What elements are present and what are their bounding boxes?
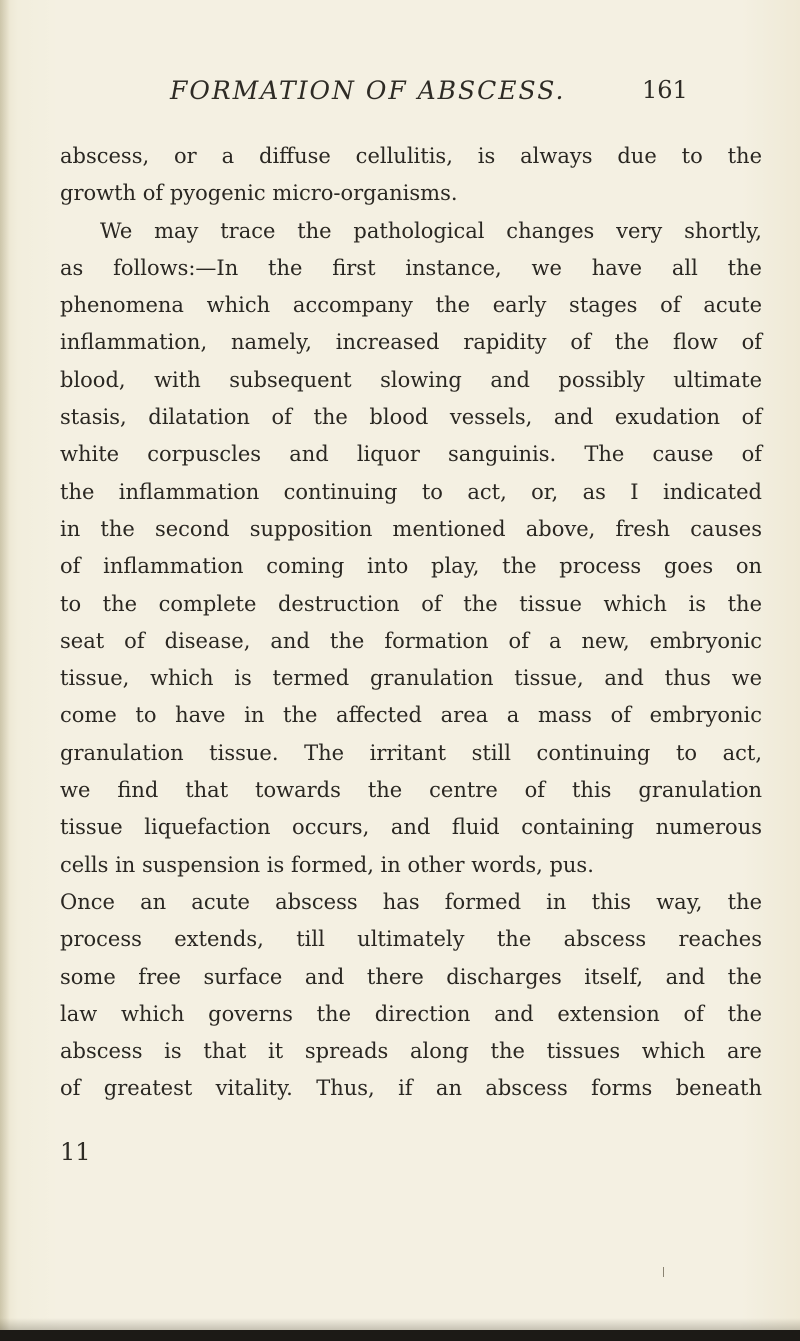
running-head: FORMATION OF ABSCESS. <box>170 76 566 105</box>
text-line: law which governs the direction and extension of the <box>60 1001 762 1026</box>
text-line: we find that towards the centre of this granulation <box>60 778 762 803</box>
text-line: tissue, which is termed granulation tissue, and thus we <box>60 666 762 691</box>
text-line: abscess is that it spreads along the tissues which are <box>60 1039 762 1064</box>
text-line: seat of disease, and the formation of a new, embryonic <box>60 628 762 653</box>
signature-mark: 11 <box>60 1138 91 1166</box>
body-text <box>60 138 762 1108</box>
text-line: abscess, or a diffuse cellulitis, is always due to the <box>60 144 762 168</box>
page-number: 161 <box>642 76 688 104</box>
paper-speck <box>663 1267 664 1277</box>
text-line: growth of pyogenic micro-organisms. <box>60 181 458 206</box>
text-line: tissue liquefaction occurs, and fluid containing numerous <box>60 815 762 840</box>
text-line: to the complete destruction of the tissue which is the <box>60 591 762 616</box>
text-line: inflammation, namely, increased rapidity of the flow of <box>60 330 762 355</box>
text-line: granulation tissue. The irritant still continuing to act, <box>60 740 762 765</box>
text-line: of greatest vitality. Thus, if an abscess forms beneath <box>60 1076 762 1101</box>
page-bottom-edge <box>0 1330 800 1341</box>
page-edge-shadow <box>0 1318 800 1330</box>
text-line: We may trace the pathological changes very shortly, <box>100 218 762 243</box>
text-line: the inflammation continuing to act, or, as I indicated <box>60 479 762 504</box>
text-line: stasis, dilatation of the blood vessels, and exudation of <box>60 405 762 430</box>
gutter-shadow <box>0 0 10 1341</box>
text-line: blood, with subsequent slowing and possibly ultimate <box>60 367 762 392</box>
text-line: of inflammation coming into play, the process goes on <box>60 554 762 579</box>
text-line: white corpuscles and liquor sanguinis. The cause of <box>60 442 762 467</box>
text-line: Once an acute abscess has formed in this way, the <box>60 889 762 914</box>
text-line: process extends, till ultimately the abscess reaches <box>60 927 762 952</box>
text-line: come to have in the affected area a mass of embryonic <box>60 703 762 728</box>
text-line: in the second supposition mentioned above, fresh causes <box>60 516 762 541</box>
text-line: cells in suspension is formed, in other words, pus. <box>60 852 594 877</box>
text-line: some free surface and there discharges itself, and the <box>60 964 762 989</box>
text-line: phenomena which accompany the early stages of acute <box>60 293 762 318</box>
text-line: as follows:—In the first instance, we have all the <box>60 255 762 280</box>
